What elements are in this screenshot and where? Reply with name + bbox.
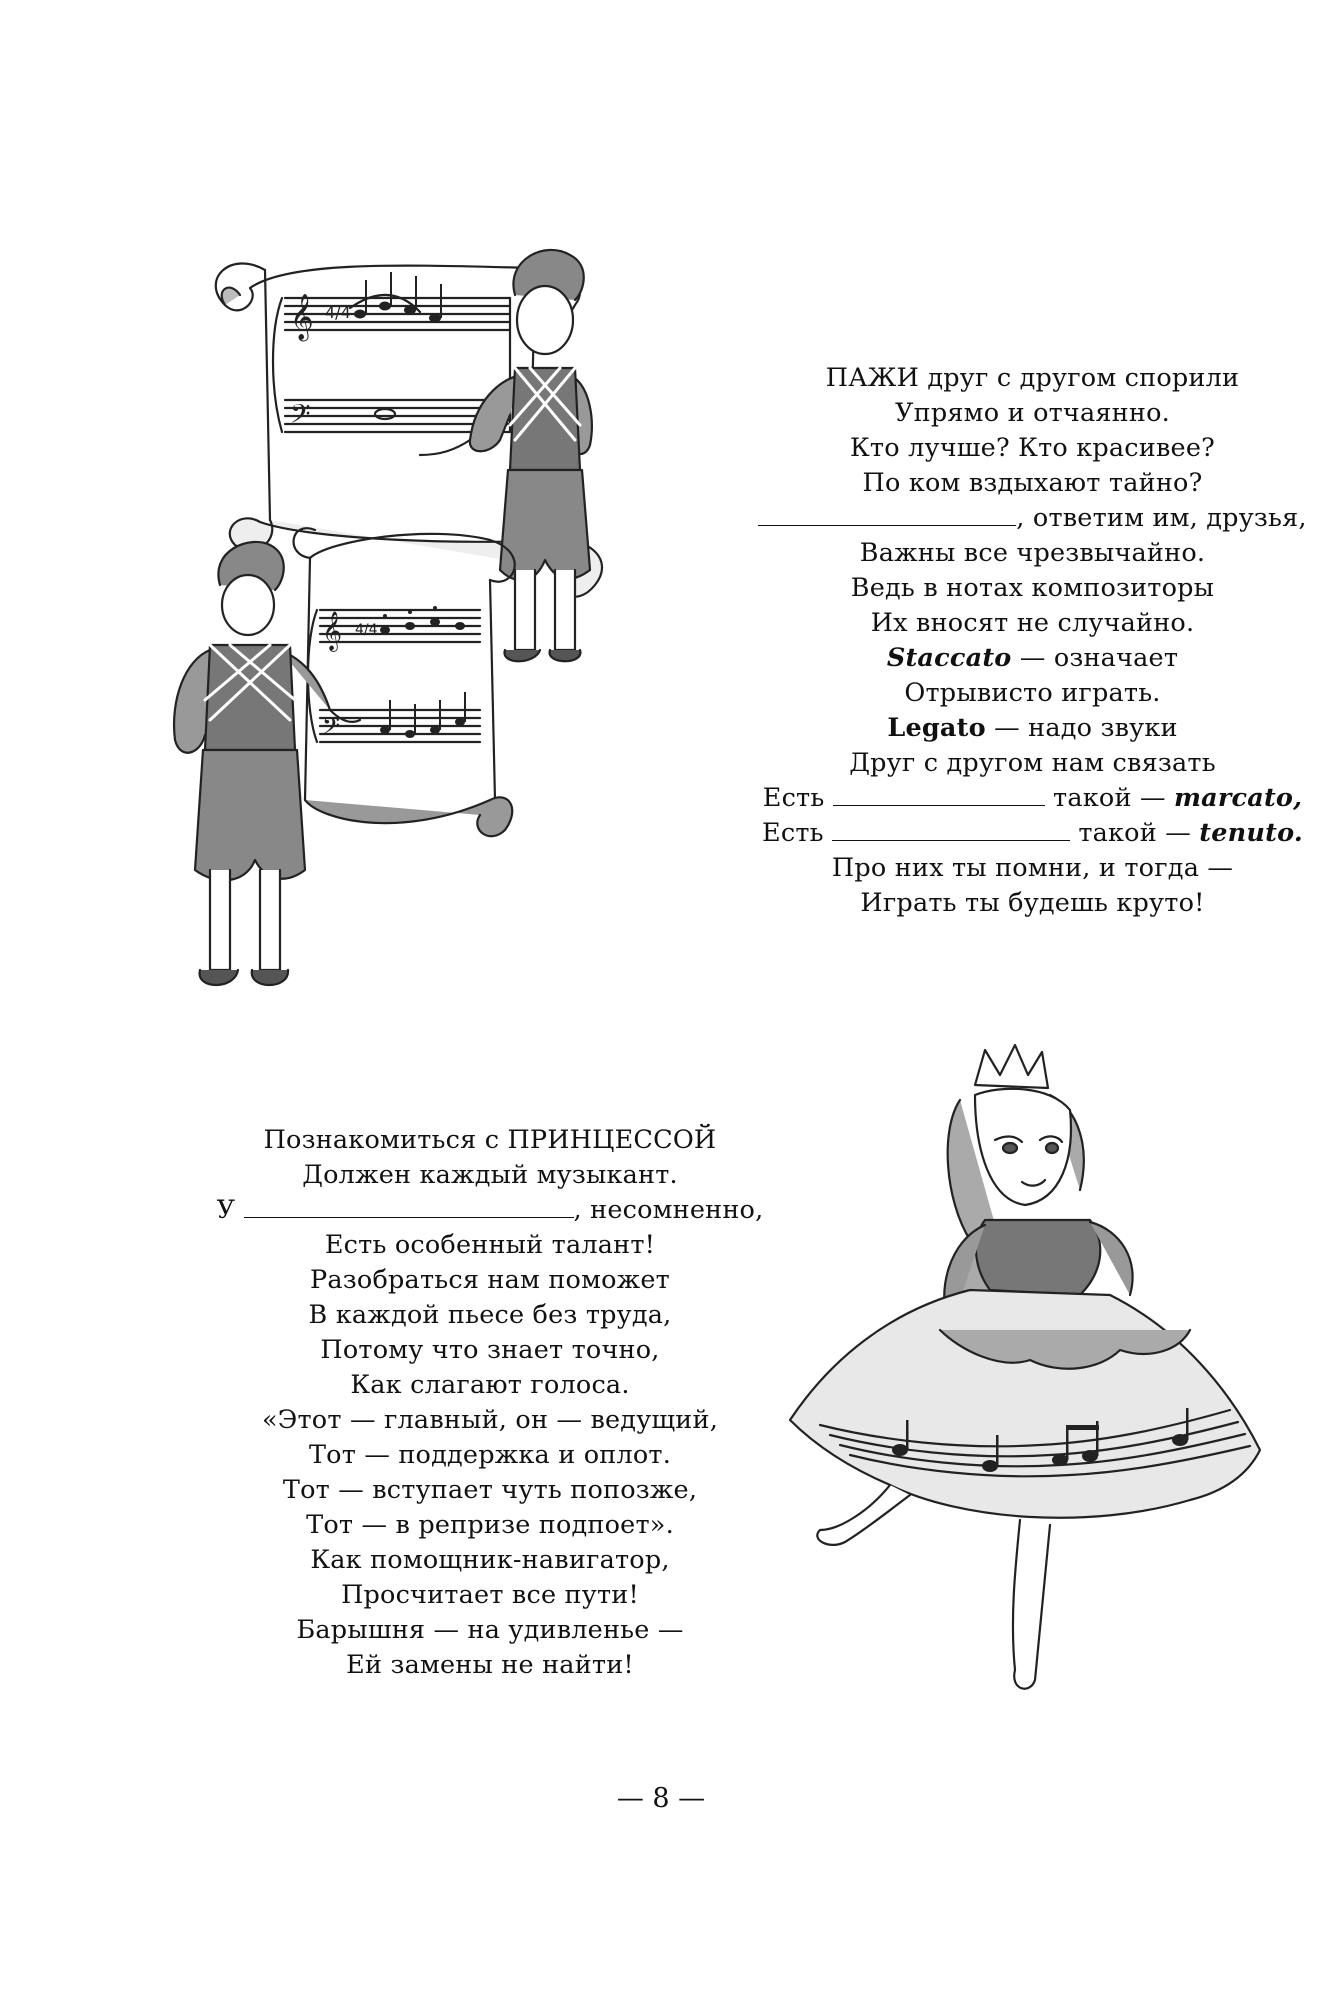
poem-line: Есть особенный талант! — [324, 1230, 656, 1260]
poem-line: Познакомиться с ПРИНЦЕССОЙ — [263, 1125, 717, 1155]
poem-line: Тот — в репризе подпоет». — [306, 1510, 674, 1540]
poem-line: Тот — поддержка и оплот. — [308, 1440, 672, 1470]
poem-line: Есть такой — marcato, — [762, 783, 1303, 813]
skirt-icon — [790, 1290, 1260, 1518]
poem-line: Staccato — означает — [886, 643, 1179, 673]
term-legato: Legato — [887, 713, 986, 743]
poem-line: Важны все чрезвычайно. — [859, 538, 1206, 568]
poem-line: Тот — вступает чуть попозже, — [282, 1475, 698, 1505]
answer-blank[interactable] — [832, 816, 1070, 841]
page-boy-left-icon — [174, 542, 360, 985]
poem-line: Как помощник-навигатор, — [310, 1545, 670, 1575]
poem-line: Просчитает все пути! — [341, 1580, 639, 1610]
poem-line: , ответим им, друзья, — [755, 501, 1310, 536]
answer-blank[interactable] — [758, 501, 1016, 526]
poem-line: Ей замены не найти! — [346, 1650, 634, 1680]
poem-line: Legato — надо звуки — [887, 713, 1178, 743]
poem-line: Есть такой — tenuto. — [762, 818, 1303, 848]
answer-blank[interactable] — [833, 781, 1045, 806]
poem-line: Упрямо и отчаянно. — [895, 398, 1170, 428]
pages-illustration — [170, 240, 770, 1050]
poem-line: Разобраться нам поможет — [310, 1265, 670, 1295]
poem-line: Друг с другом нам связать — [849, 748, 1216, 778]
term-tenuto: tenuto. — [1199, 818, 1303, 848]
poem-line: Играть ты будешь круто! — [860, 888, 1205, 918]
poem-line: Должен каждый музыкант. — [302, 1160, 678, 1190]
term-staccato: Staccato — [886, 643, 1012, 673]
answer-blank[interactable] — [244, 1193, 574, 1218]
princess-poem — [200, 1123, 780, 1683]
poem-line: «Этот — главный, он — ведущий, — [261, 1405, 719, 1435]
poem-line: Кто лучше? Кто красивее? — [850, 433, 1215, 463]
poem-line: У , несомненно, — [216, 1195, 764, 1225]
svg-text:𝄞: 𝄞 — [290, 294, 314, 340]
poem-line: Потому что знает точно, — [320, 1335, 660, 1365]
crown-icon — [975, 1045, 1048, 1088]
poem-line: Барышня — на удивленье — — [296, 1615, 684, 1645]
term-marcato: marcato, — [1173, 783, 1303, 813]
page-number: — 8 — — [616, 1783, 706, 1814]
pages-poem — [755, 361, 1310, 921]
poem-line: Как слагают голоса. — [350, 1370, 630, 1400]
poem-line: Про них ты помни, и тогда — — [831, 853, 1234, 883]
page-boy-right-icon — [420, 250, 592, 661]
svg-text:4/4: 4/4 — [355, 622, 378, 638]
poem-line: Отрывисто играть. — [904, 678, 1161, 708]
svg-text:𝄞: 𝄞 — [322, 611, 343, 651]
svg-text:4/4: 4/4 — [325, 303, 351, 322]
princess-illustration — [760, 1030, 1310, 1720]
poem-line: В каждой пьесе без труда, — [308, 1300, 672, 1330]
svg-text:𝄢: 𝄢 — [322, 712, 341, 745]
scroll-bottom-icon — [294, 528, 515, 836]
poem-line: ПАЖИ друг с другом спорили — [825, 363, 1240, 393]
poem-line: Их вносят не случайно. — [870, 608, 1195, 638]
svg-text:𝄢: 𝄢 — [290, 398, 311, 436]
poem-line: По ком вздыхают тайно? — [862, 468, 1203, 498]
term-pages: ПАЖИ — [825, 363, 920, 393]
poem-line: Ведь в нотах композиторы — [850, 573, 1215, 603]
